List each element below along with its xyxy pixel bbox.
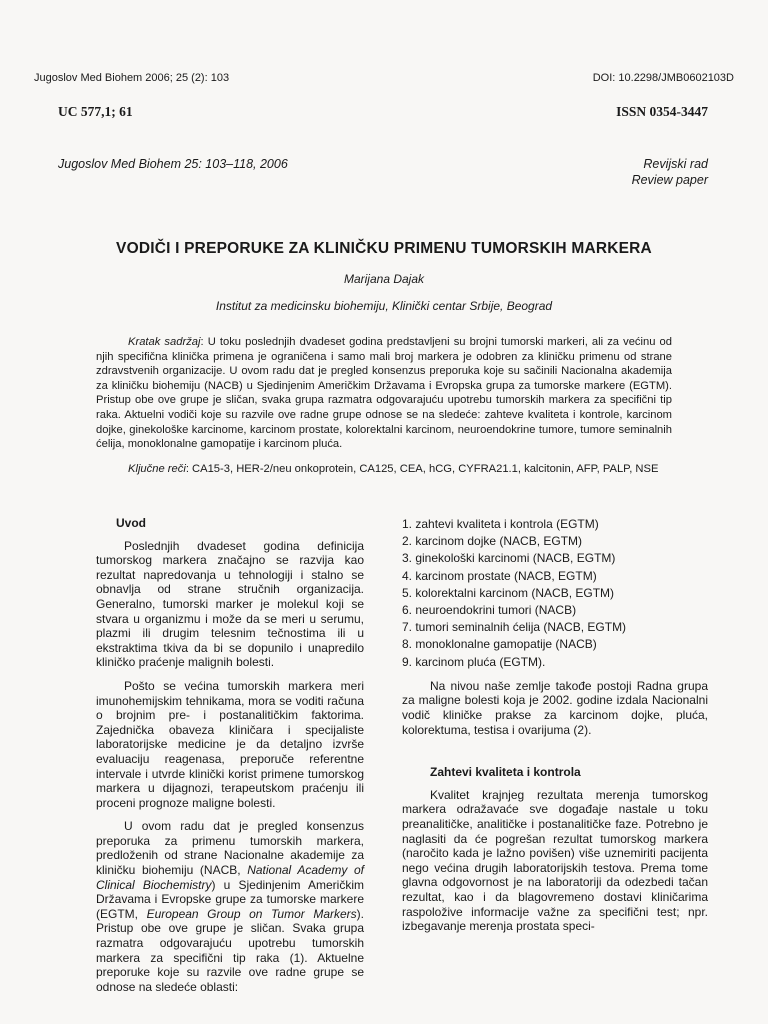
text: ) u Sjedinjenim Američkim Državama i Evropske grupe za tumorske markere (EGTM,	[96, 877, 364, 921]
paragraph	[96, 819, 364, 994]
paragraph: Na nivou naše zemlje takođe postoji Radna grupa za maligne bolesti koja je 2002. godine izdala Nacionalni vodič kliničke prakse za karcinom dojke, pluća, kolorektuma, testisa i ovarijuma (2).	[402, 678, 708, 737]
doi: DOI: 10.2298/JMB0602103D	[592, 72, 734, 84]
list-item: 6. neuroendokrini tumori (NACB)	[402, 603, 577, 618]
section-heading-intro: Uvod	[116, 516, 146, 530]
text-italic: National Academy of Clinical Biochemistry	[96, 863, 364, 892]
citation: Jugoslov Med Biohem 25: 103–118, 2006	[58, 157, 288, 171]
list-item: 4. karcinom prostate (NACB, EGTM)	[402, 568, 597, 583]
keywords-text: : CA15-3, HER-2/neu onkoprotein, CA125, CEA, hCG, CYFRA21.1, kalcitonin, AFP, PALP, NSE	[185, 462, 659, 475]
areas-list	[402, 516, 708, 671]
issn: ISSN 0354-3447	[616, 104, 708, 119]
abstract-label: Kratak sadržaj	[128, 336, 201, 348]
paragraph: Kvalitet krajnjeg rezultata merenja tumorskog markera odražavaće sve događaje nastale u toku preanalitičke, analitičke i postanalitičke faze. Potrebno je naglasiti da će pogrešan rezultat tumorskog markera (naročito kada je lažno povišen) više uznemiriti pacijenta nego većina drugih laboratorijskih testova. Prema tome glavna odgovornost je na laboratoriji da odezbedi tačan rezultat, kao i da blagovremeno dostavi kliničarima raspoložive informacije važne za specifični test; npr. izbegavanje merenja prostata speci-	[402, 787, 708, 934]
abstract-body	[96, 335, 672, 452]
list-item: 8. monoklonalne gamopatije (NACB)	[402, 637, 597, 652]
paper-type-sr: Revijski rad	[643, 157, 708, 171]
abstract	[96, 335, 672, 476]
text-italic: European Group on Tumor Markers	[146, 906, 357, 921]
affiliation: Institut za medicinsku biohemiju, Klinički centar Srbije, Beograd	[215, 299, 553, 313]
list-item: 1. zahtevi kvaliteta i kontrola (EGTM)	[402, 517, 599, 531]
journal-reference: Jugoslov Med Biohem 2006; 25 (2): 103	[34, 72, 230, 84]
paragraph: Poslednjih dvadeset godina definicija tumorskog markera značajno se razvija kao rezultat napredovanja u tehnologiji i stalno se obnavlja od strane stručnih organizacija. Generalno, tumorski marker je molekul koji se stvara u organizmu i može da se meri u serumu, plazmi ili drugim telesnim tečnostima ili u ekstraktima tkiva da bi se dopunilo i unapredilo kliničko praćenje malignih bolesti.	[96, 538, 364, 670]
right-column	[402, 516, 708, 943]
list-item: 2. karcinom dojke (NACB, EGTM)	[402, 534, 583, 549]
article-title: VODIČI I PREPORUKE ZA KLINIČKU PRIMENU TUMORSKIH MARKERA	[116, 240, 652, 257]
left-column	[96, 516, 364, 1003]
author: Marijana Dajak	[343, 272, 425, 286]
udc-code: UC 577,1; 61	[58, 104, 133, 119]
abstract-text: : U toku poslednjih dvadeset godina predstavljeni su brojni tumorski markeri, ali za većinu od njih specifična klinička primena je ograničena i samo mali broj markera je odobren za kliničku primenu od strane zdravstvenih organizacije. U ovom radu dat je pregled konsenzus preporuka koje su sačinili Nacionalna akademija za kliničku biohemiju (NACB) u Sjedinjenim Američkim Državama i Evropska grupa za tumorske markere (EGTM). Pristup obe ove grupe je sličan, svaka grupa razmatra odgovarajuću upotrebu tumorskih markera za specifični tip raka. Aktuelni vodiči koje su razvile ove radne grupe odnose se na sledeće: zahteve kvaliteta i kontrole, karcinom dojke, ginekološke karcinome, karcinom prostate, kolorektalni karcinom, neuroendokrine tumore, tumore seminalnih ćelija, monoklonalne gamopatije i karcinom pluća.	[96, 336, 672, 451]
list-item: 7. tumori seminalnih ćelija (NACB, EGTM)	[402, 620, 627, 635]
paragraph: Pošto se većina tumorskih markera meri imunohemijskim tehnikama, mora se voditi računa o brojnim pre- i postanalitičkim faktorima. Zajednička obaveza kliničara i specijaliste laboratorijske medicine je da detaljno izvrše evaluaciju reagenasa, preporuče referentne intervale i utvrde klinički korist primene tumorskog markera u dijagnozi, terapeutskom praćenju ili proceni prognoze maligne bolesti.	[96, 678, 364, 810]
list-item: 3. ginekološki karcinomi (NACB, EGTM)	[402, 551, 616, 566]
keywords-label: Ključne reči	[128, 462, 186, 475]
paper-type-en: Review paper	[631, 173, 708, 187]
keywords	[96, 462, 672, 477]
list-item: 5. kolorektalni karcinom (NACB, EGTM)	[402, 585, 615, 600]
section-heading-quality: Zahtevi kvaliteta i kontrola	[430, 765, 581, 780]
text: U ovom radu dat je pregled konsenzus preporuka za primenu tumorskih markera, predloženih od strane Nacionalne akademije za kliničku biohemiju (NACB,	[96, 819, 364, 878]
list-item: 9. karcinom pluća (EGTM).	[402, 654, 546, 669]
text: ). Pristup obe ove grupe je sličan. Svaka grupa razmatra odgovarajuću upotrebu tumorskih markera za specifični tip raka (1). Aktuelne preporuke koje su razvile ove radne grupe se odnose na sledeće oblasti:	[96, 906, 364, 994]
